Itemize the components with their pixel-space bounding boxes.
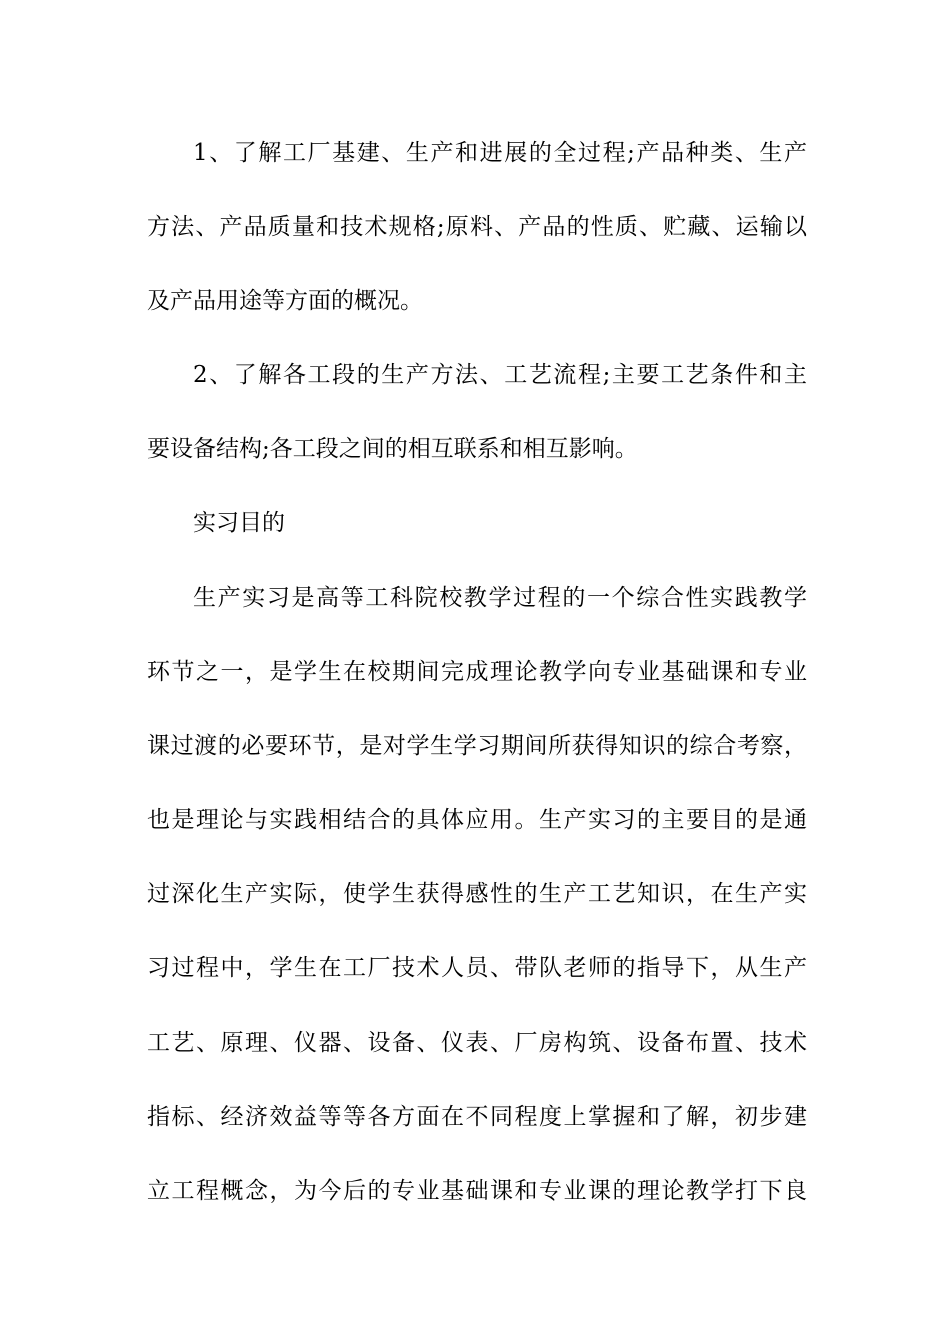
text-line: 习过程中，学生在工厂技术人员、带队老师的指导下，从生产 <box>147 955 807 981</box>
text-line: 2、了解各工段的生产方法、工艺流程;主要工艺条件和主 <box>193 362 807 388</box>
text-line: 环节之一，是学生在校期间完成理论教学向专业基础课和专业 <box>147 659 807 685</box>
text-line: 工艺、原理、仪器、设备、仪表、厂房构筑、设备布置、技术 <box>147 1030 807 1056</box>
section-heading: 实习目的 <box>193 510 285 536</box>
text-line: 方法、产品质量和技术规格;原料、产品的性质、贮藏、运输以 <box>147 214 807 240</box>
text-line: 1、了解工厂基建、生产和进展的全过程;产品种类、生产 <box>193 140 807 166</box>
text-line: 立工程概念，为今后的专业基础课和专业课的理论教学打下良 <box>147 1178 807 1204</box>
text-line: 要设备结构;各工段之间的相互联系和相互影响。 <box>147 436 638 462</box>
text-line: 课过渡的必要环节，是对学生学习期间所获得知识的综合考察， <box>147 733 807 759</box>
text-line: 及产品用途等方面的概况。 <box>147 288 423 314</box>
text-line: 也是理论与实践相结合的具体应用。生产实习的主要目的是通 <box>147 807 807 833</box>
text-line: 生产实习是高等工科院校教学过程的一个综合性实践教学 <box>193 585 807 611</box>
text-line: 指标、经济效益等等各方面在不同程度上掌握和了解，初步建 <box>147 1104 807 1130</box>
text-line: 过深化生产实际，使学生获得感性的生产工艺知识，在生产实 <box>147 881 807 907</box>
